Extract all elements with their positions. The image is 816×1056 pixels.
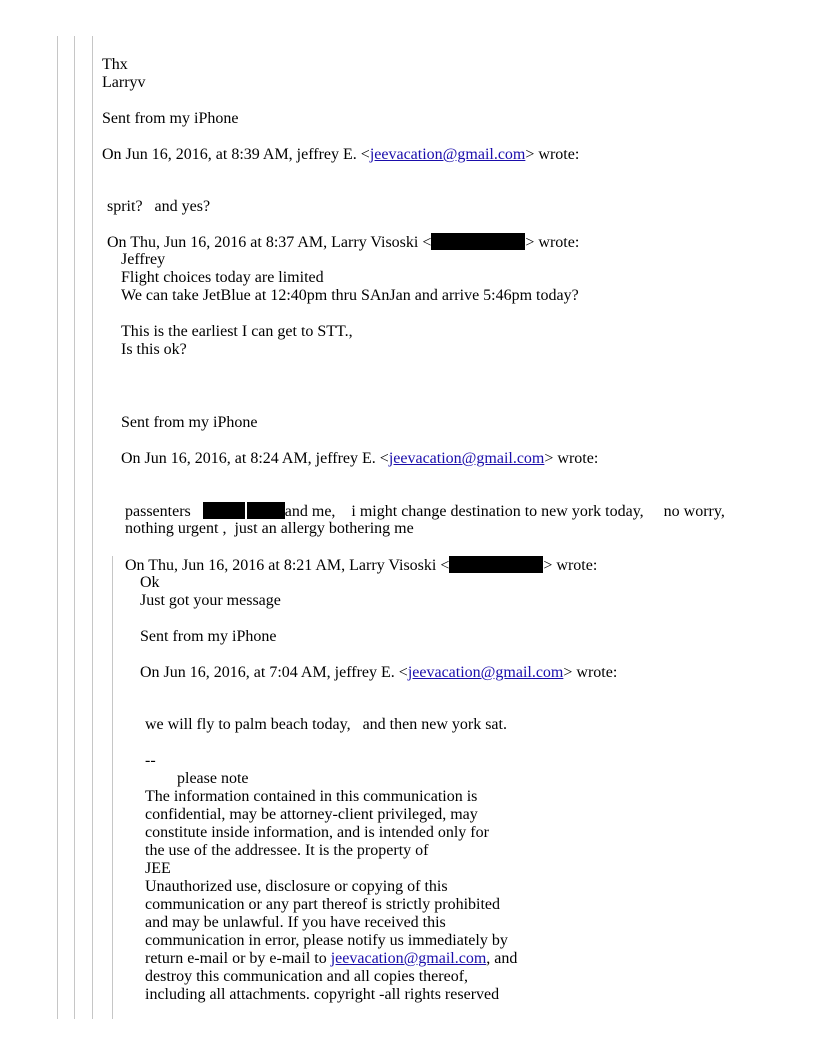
signoff-thanks: Thx <box>102 56 128 73</box>
quote-header: On Thu, Jun 16, 2016 at 8:21 AM, Larry Visoski < > wrote: <box>125 557 598 574</box>
message-line: passenters and me, i might change destination to new york today, no worry, <box>125 503 725 520</box>
quote-bar <box>92 36 93 1019</box>
email-link[interactable]: jeevacation@gmail.com <box>388 450 545 467</box>
signoff-name: Larryv <box>102 74 146 91</box>
email-link[interactable]: jeevacation@gmail.com <box>330 950 487 967</box>
message-line: Ok <box>140 574 160 591</box>
sent-from-iphone: Sent from my iPhone <box>121 414 258 431</box>
disclaimer-line: The information contained in this communication is <box>145 788 478 805</box>
reply-text: sprit? and yes? <box>107 198 211 215</box>
quote-bar <box>57 36 58 1019</box>
redaction-box <box>449 556 543 573</box>
disclaimer-line: including all attachments. copyright -all rights reserved <box>145 986 500 1003</box>
signature-please-note: please note <box>177 770 249 787</box>
disclaimer-line: return e-mail or by e-mail to jeevacation@gmail.com, and <box>145 950 518 967</box>
message-line: nothing urgent , just an allergy bothering me <box>125 520 414 537</box>
disclaimer-line: and may be unlawful. If you have received this <box>145 914 446 931</box>
quote-header: On Jun 16, 2016, at 8:24 AM, jeffrey E. <jeevacation@gmail.com> wrote: <box>121 450 599 467</box>
sent-from-iphone: Sent from my iPhone <box>140 628 277 645</box>
disclaimer-line: JEE <box>145 860 171 877</box>
quote-bar <box>74 36 75 1019</box>
message-line: we will fly to palm beach today, and then new york sat. <box>145 716 507 733</box>
quote-header: On Thu, Jun 16, 2016 at 8:37 AM, Larry Visoski < > wrote: <box>107 234 580 251</box>
email-link[interactable]: jeevacation@gmail.com <box>407 664 564 681</box>
redaction-box <box>431 233 525 250</box>
email-link[interactable]: jeevacation@gmail.com <box>369 146 526 163</box>
message-line: We can take JetBlue at 12:40pm thru SAnJan and arrive 5:46pm today? <box>121 287 579 304</box>
disclaimer-line: Unauthorized use, disclosure or copying of this <box>145 878 448 895</box>
quote-header: On Jun 16, 2016, at 8:39 AM, jeffrey E. <jeevacation@gmail.com> wrote: <box>102 146 580 163</box>
disclaimer-line: communication in error, please notify us immediately by <box>145 932 508 949</box>
message-line: Just got your message <box>140 592 281 609</box>
disclaimer-line: confidential, may be attorney-client privileged, may <box>145 806 478 823</box>
redaction-box <box>203 502 245 519</box>
quote-header: On Jun 16, 2016, at 7:04 AM, jeffrey E. <jeevacation@gmail.com> wrote: <box>140 664 618 681</box>
message-line: Flight choices today are limited <box>121 269 324 286</box>
disclaimer-line: the use of the addressee. It is the property of <box>145 842 429 859</box>
message-line: Jeffrey <box>121 251 166 268</box>
signature-dashes: -- <box>145 752 156 769</box>
disclaimer-line: communication or any part thereof is strictly prohibited <box>145 896 501 913</box>
quote-bar <box>112 556 113 1019</box>
sent-from-iphone: Sent from my iPhone <box>102 110 239 127</box>
disclaimer-line: destroy this communication and all copies thereof, <box>145 968 469 985</box>
redaction-box <box>247 502 285 519</box>
message-line: This is the earliest I can get to STT., <box>121 323 353 340</box>
disclaimer-line: constitute inside information, and is intended only for <box>145 824 489 841</box>
message-line: Is this ok? <box>121 341 187 358</box>
